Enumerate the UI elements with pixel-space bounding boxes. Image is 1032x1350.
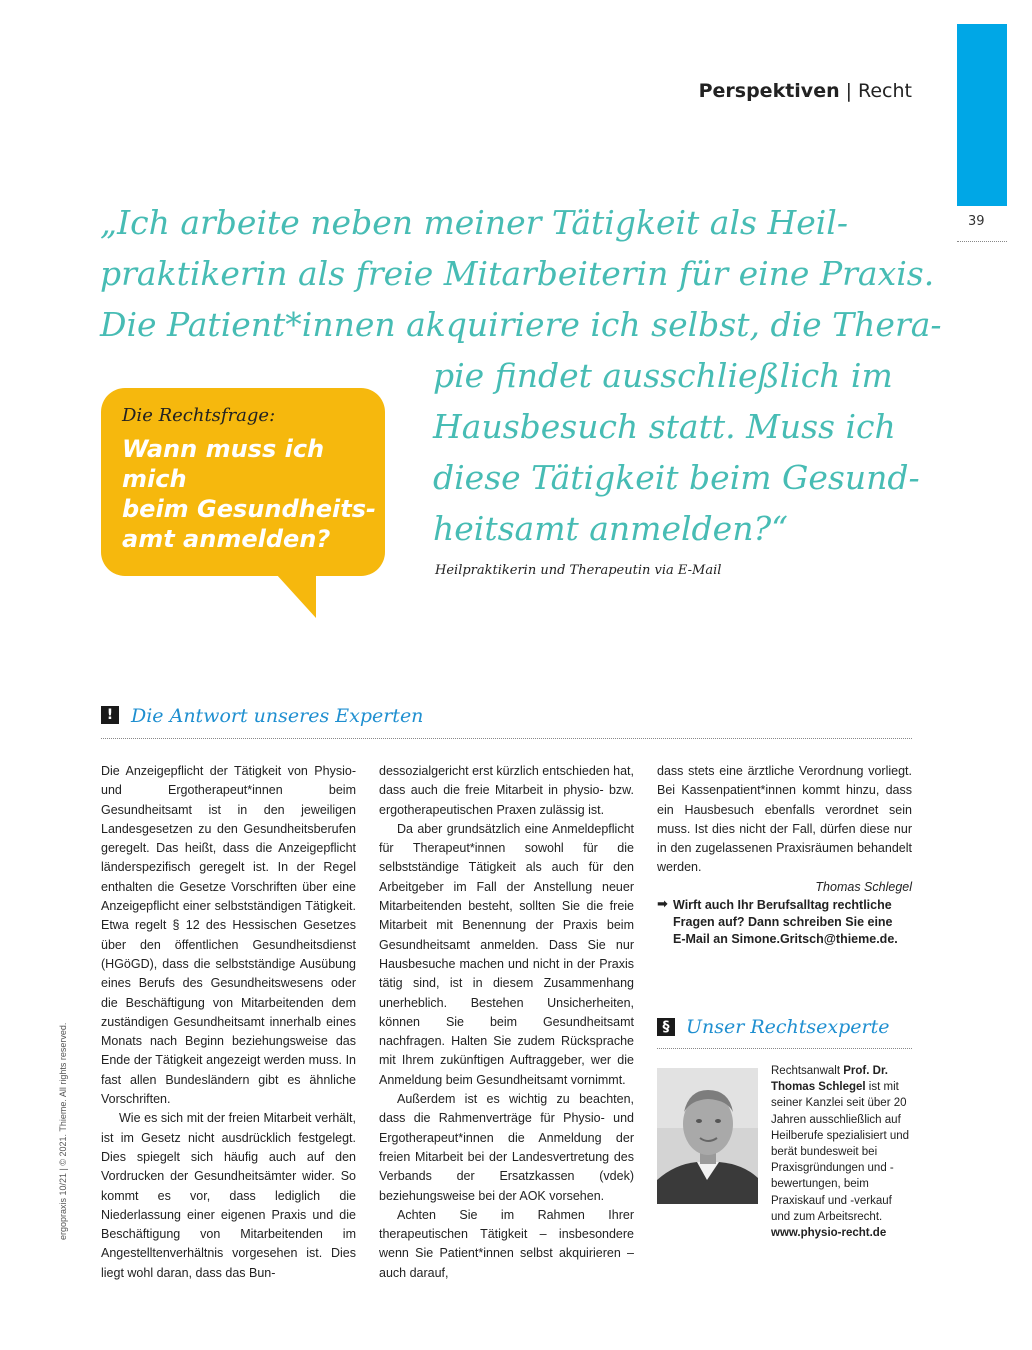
expert-portrait-photo — [657, 1068, 758, 1204]
copyright-vertical: ergopraxis 10/21 | © 2021. Thieme. All rights reserved. — [58, 1022, 68, 1240]
expert-bio — [771, 1063, 913, 1241]
quote-line: pie findet ausschließlich im — [433, 356, 893, 395]
expert-divider — [657, 1048, 912, 1049]
paragraph: Da aber grundsätzlich eine Anmeldepflicht für Therapeut*innen sowohl für die selbstständige Tätigkeit als auch für den Arbeitgeber im Fall der Anstellung neuer Mitarbeitenden besteht, sollten Sie die freie Mitarbeit mit Benennung der Praxis beim Gesundheitsamt anmelden. Dass Sie nur Hausbesuche machen und nicht in der Praxis tätig sind, ist in diesem Zusammenhang unerheblich. Bestehen Unsicherheiten, können Sie beim Gesundheitsamt nachfragen. Halten Sie zudem Rücksprache mit Ihrem zukünftigen Auftraggeber, wer die Anmeldung beim Gesundheitsamt vornimmt. — [379, 821, 634, 1087]
bubble-tail — [276, 574, 316, 618]
header-subsection: Recht — [858, 80, 912, 102]
quote-line: diese Tätigkeit beim Gesund- — [433, 458, 920, 497]
quote-line: praktikerin als freie Mitarbeiterin für eine Praxis. — [100, 254, 935, 293]
author-signature: Thomas Schlegel — [815, 879, 912, 894]
quote-line: Die Patient*innen akquiriere ich selbst, die Thera- — [100, 305, 942, 344]
expert-title: Unser Rechtsexperte — [686, 1016, 890, 1038]
callout-line: E-Mail an Simone.Gritsch@thieme.de. — [673, 932, 898, 946]
paragraph-sign-icon: § — [657, 1018, 675, 1036]
quote-line: „Ich arbeite neben meiner Tätigkeit als Heil- — [100, 203, 849, 242]
bio-text: ist mit seiner Kanzlei seit über 20 Jahren ausschließlich auf Heilberufe spezialisiert und berät bundesweit bei Praxisgründungen und -bewertungen, beim Praxiskauf und -verkauf und zum Arbeitsrecht. — [771, 1081, 910, 1223]
answer-column-2 — [379, 762, 634, 1283]
quote-attribution: Heilpraktikerin und Therapeutin via E-Mail — [435, 563, 722, 578]
header-separator: | — [845, 80, 853, 102]
paragraph: dessozialgericht erst kürzlich entschieden hat, dass auch die freie Mitarbeit in physio- bzw. ergotherapeutischen Praxen zulässig ist. — [379, 764, 634, 817]
arrow-right-icon: ➡ — [657, 897, 668, 912]
question-line: beim Gesundheits- — [122, 495, 376, 523]
quote-line: Hausbesuch statt. Muss ich — [433, 407, 896, 446]
answer-column-3 — [657, 762, 912, 897]
header-section: Perspektiven — [698, 80, 840, 102]
pull-quote-right — [433, 350, 920, 554]
quote-line: heitsamt anmelden?“ — [433, 509, 789, 548]
exclamation-icon: ! — [101, 706, 119, 724]
bubble-label: Die Rechtsfrage: — [122, 405, 276, 426]
running-header — [600, 80, 912, 102]
bubble-question — [122, 434, 382, 554]
paragraph: dass stets eine ärztliche Verordnung vorliegt. Bei Kassenpatient*innen kommt hinzu, dass ein Hausbesuch ebenfalls verordnet sein muss. Ist dies nicht der Fall, dürfen diese nur in den zugelassenen Praxisräumen behandelt werden. — [657, 764, 912, 875]
paragraph: Außerdem ist es wichtig zu beachten, dass die Rahmenverträge für Physio- und Ergotherapeut*innen die Anmeldung der freien Mitarbeit bei der Landesvertretung des Verbands der Ersatzkassen (vdek) beziehungsweise bei der AOK vorsehen. — [379, 1092, 634, 1203]
answer-column-1 — [101, 762, 356, 1283]
answer-title: Die Antwort unseres Experten — [131, 705, 424, 727]
paragraph: Wie es sich mit der freien Mitarbeit verhält, ist im Gesetz nicht ausdrücklich festgelegt. Dies spiegelt sich häufig auch auf den Vordrucken der Gesundheitsämter wider. So kommt es vor, dass lediglich die Niederlassung einer eigenen Praxis und die Beschäftigung von Mitarbeitenden im Angestelltenverhältnis vorgesehen ist. Dies liegt wohl daran, dass das Bun- — [101, 1111, 356, 1280]
callout-line: Fragen auf? Dann schreiben Sie eine — [673, 915, 893, 929]
page-number-divider — [957, 241, 1007, 242]
question-line: Wann muss ich mich — [122, 435, 325, 493]
page-number: 39 — [968, 214, 985, 229]
bio-prefix: Rechtsanwalt — [771, 1065, 841, 1077]
paragraph: Achten Sie im Rahmen Ihrer therapeutischen Tätigkeit – insbesondere wenn Sie Patient*innen selbst akquirieren – auch darauf, — [379, 1207, 634, 1280]
expert-website-link[interactable]: www.physio-recht.de — [771, 1227, 887, 1240]
expert-name: Prof. Dr. Thomas Schlegel — [771, 1065, 888, 1094]
callout-line: Wirft auch Ihr Berufsalltag rechtliche — [673, 898, 892, 912]
contact-callout — [673, 897, 913, 948]
pull-quote-top — [100, 197, 942, 350]
portrait-image — [657, 1068, 758, 1204]
question-line: amt anmelden? — [122, 525, 331, 553]
accent-bar — [957, 24, 1007, 206]
paragraph: Die Anzeigepflicht der Tätigkeit von Physio- und Ergotherapeut*innen beim Gesundheitsamt ist in den jeweiligen Landesgesetzen zu den Gesundheitsberufen geregelt. Das heißt, dass die Anzeigepflicht länderspezifisch geregelt ist. In der Regel enthalten die Gesetze Vorschriften über eine Anzeigepflicht einer selbstständigen Tätigkeit. Etwa regelt § 12 des Hessischen Gesetzes über den öffentlichen Gesundheitsdienst (HGöGD), dass die selbstständige Ausübung eines Berufs des Gesundheitswesens oder die Beschäftigung von Mitarbeitenden dem zuständigen Gesundheitsamt innerhalb eines Monats nach Beginn beziehungsweise das Ende der Tätigkeit angezeigt werden muss. In fast allen Bundesländern gibt es ähnliche Vorschriften. — [101, 764, 356, 1107]
answer-divider — [101, 738, 912, 739]
